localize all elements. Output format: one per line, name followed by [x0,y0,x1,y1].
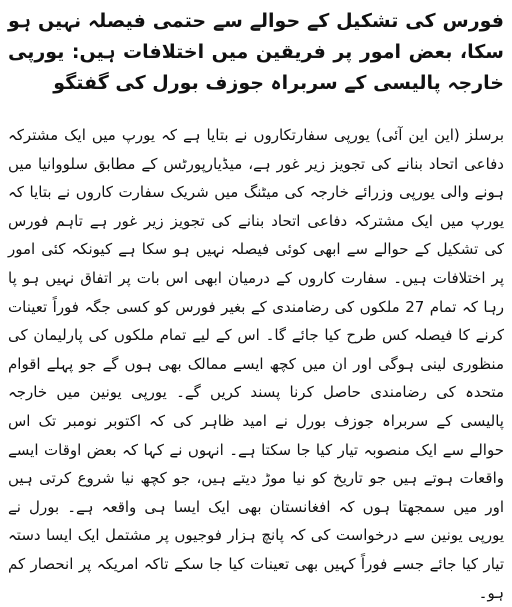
headline-spacer [8,99,504,121]
article-body: برسلز (این این آئی) یورپی سفارتکاروں نے بتایا ہے کہ یورپ میں ایک مشترکہ دفاعی اتحاد بنانے کی تجویز زیر غور ہے، میڈیارپورٹس کے مطابق سلووانیا میں ہونے والی یورپی وزرائے خارجہ کی میٹنگ میں شریک سفارت کاروں نے بتایا کہ یورپ میں ایک مشترکہ دفاعی اتحاد بنانے کی تجویز زیر غور ہے تاہم فورس کی تشکیل کے حوالے سے ابھی کوئی فیصلہ نہیں ہو سکا ہے کیونکہ کئی امور پر اختلافات ہیں۔ سفارت کاروں کے درمیان ابھی اس بات پر اتفاق نہیں ہو پا رہا کہ تمام 27 ملکوں کی رضامندی کے بغیر فورس کو کسی جگہ فوراً تعینات کرنے کا فیصلہ کس طرح کیا جائے گا۔ اس کے لیے تمام ملکوں کی پارلیمان کی منظوری لینی ہوگی اور ان میں کچھ ایسے ممالک بھی ہوں گے جو پہلے اقوام متحدہ کی رضامندی حاصل کرنا پسند کریں گے۔ یورپی یونین میں خارجہ پالیسی کے سربراہ جوزف بورل نے امید ظاہر کی کہ اکتوبر نومبر تک اس حوالے سے ایک منصوبہ تیار کیا جا سکتا ہے۔ انہوں نے کہا کہ بعض اوقات ایسے واقعات ہوتے ہیں جو تاریخ کو نیا موڑ دیتے ہیں، جو کچھ نیا شروع کرتی ہیں اور میں سمجھتا ہوں کہ افغانستان بھی ایک ایسا ہی واقعہ ہے۔ بورل نے یورپی یونین سے درخواست کی کہ پانچ ہزار فوجیوں پر مشتمل ایک ایسا دستہ تیار کیا جائے جسے فوراً کہیں بھی تعینات کیا جا سکے تاکہ امریکہ پر انحصار کم ہو۔ [8,126,504,602]
article-headline: فورس کی تشکیل کے حوالے سے حتمی فیصلہ نہیں ہو سکا، بعض امور پر فریقین میں اختلافات ہیں: یورپی خارجہ پالیسی کے سربراہ جوزف بورل کی گفتگو [8,10,504,94]
